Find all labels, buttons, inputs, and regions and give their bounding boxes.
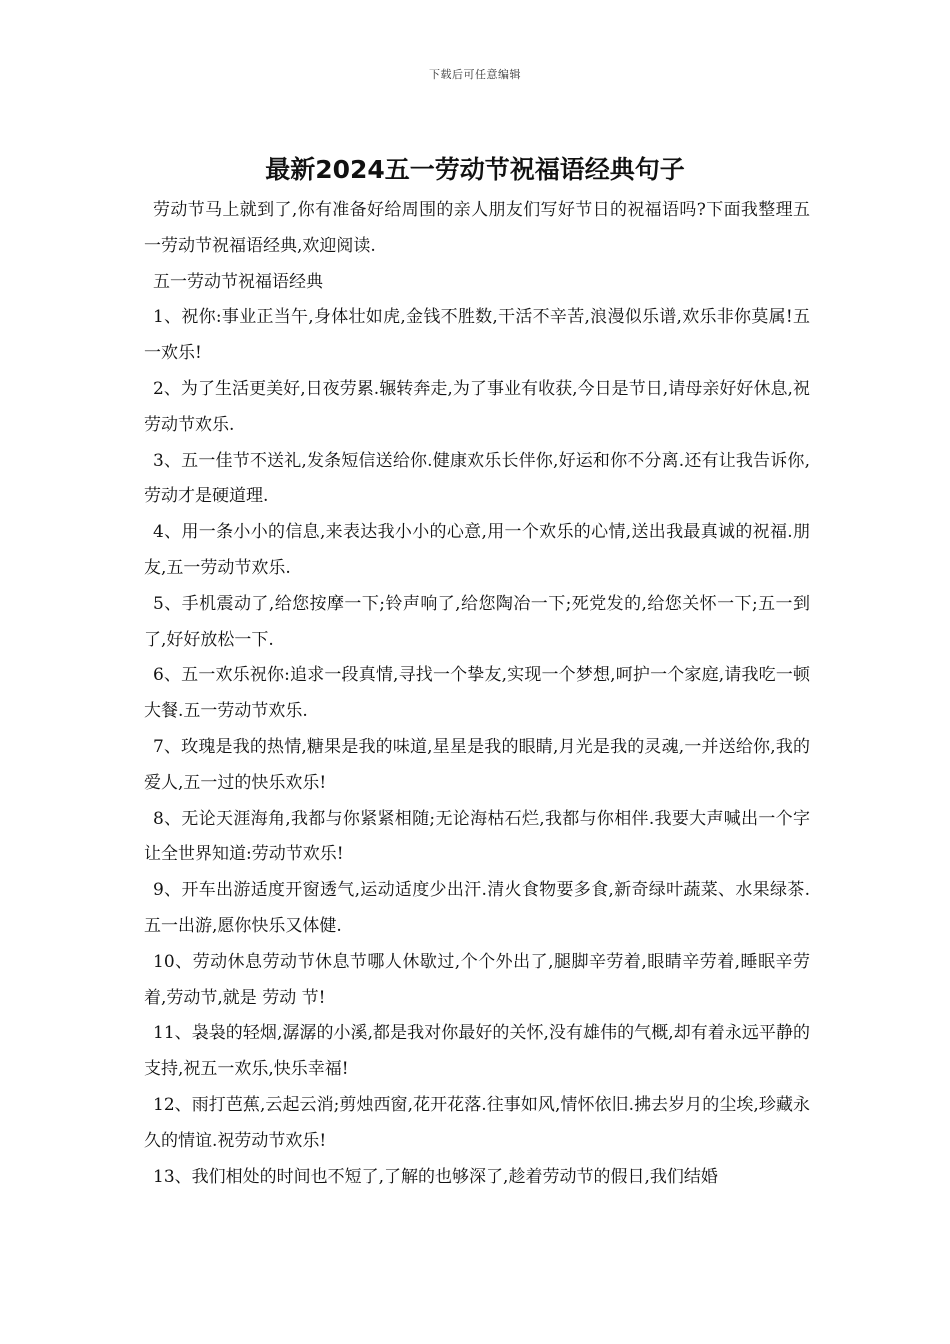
- document-body: [144, 193, 810, 1195]
- intro-paragraph: 劳动节马上就到了,你有准备好给周围的亲人朋友们写好节日的祝福语吗?下面我整理五一劳动节祝福语经典,欢迎阅读.: [144, 200, 810, 256]
- blessing-item: 7、玫瑰是我的热情,糖果是我的味道,星星是我的眼睛,月光是我的灵魂,一并送给你,我的爱人,五一过的快乐欢乐!: [144, 736, 810, 793]
- blessing-item: 3、五一佳节不送礼,发条短信送给你.健康欢乐长伴你,好运和你不分离.还有让我告诉你,劳动才是硬道理.: [144, 450, 810, 507]
- blessing-item: 10、劳动休息劳动节休息节哪人休歇过,个个外出了,腿脚辛劳着,眼睛辛劳着,睡眠辛劳着,劳动节,就是 劳动 节!: [144, 951, 810, 1008]
- blessing-item: 4、用一条小小的信息,来表达我小小的心意,用一个欢乐的心情,送出我最真诚的祝福.朋友,五一劳动节欢乐.: [144, 522, 810, 578]
- section-heading: 五一劳动节祝福语经典: [153, 271, 323, 292]
- header-note: 下载后可任意编辑: [429, 68, 521, 81]
- blessing-item: 1、祝你:事业正当午,身体壮如虎,金钱不胜数,干活不辛苦,浪漫似乐谱,欢乐非你莫属!五一欢乐!: [144, 307, 810, 364]
- blessing-item: 11、袅袅的轻烟,潺潺的小溪,都是我对你最好的关怀,没有雄伟的气概,却有着永远平静的支持,祝五一欢乐,快乐幸福!: [144, 1023, 810, 1080]
- blessing-item: 2、为了生活更美好,日夜劳累.辗转奔走,为了事业有收获,今日是节日,请母亲好好休息,祝劳动节欢乐.: [144, 378, 810, 435]
- blessing-item: 13、我们相处的时间也不短了,了解的也够深了,趁着劳动节的假日,我们结婚: [153, 1166, 718, 1187]
- blessing-item: 12、雨打芭蕉,云起云消;剪烛西窗,花开花落.往事如风,情怀依旧.拂去岁月的尘埃,珍藏永久的情谊.祝劳动节欢乐!: [144, 1094, 810, 1151]
- blessing-item: 6、五一欢乐祝你:追求一段真情,寻找一个挚友,实现一个梦想,呵护一个家庭,请我吃一顿大餐.五一劳动节欢乐.: [144, 665, 810, 722]
- blessing-item: 5、手机震动了,给您按摩一下;铃声响了,给您陶冶一下;死党发的,给您关怀一下;五一到了,好好放松一下.: [144, 593, 810, 650]
- blessing-item: 9、开车出游适度开窗透气,运动适度少出汗.清火食物要多食,新奇绿叶蔬菜、水果绿茶.五一出游,愿你快乐又体健.: [144, 880, 810, 936]
- blessing-item: 8、无论天涯海角,我都与你紧紧相随;无论海枯石烂,我都与你相伴.我要大声喊出一个字让全世界知道:劳动节欢乐!: [144, 808, 810, 865]
- document-title: 最新2024五一劳动节祝福语经典句子: [265, 155, 685, 184]
